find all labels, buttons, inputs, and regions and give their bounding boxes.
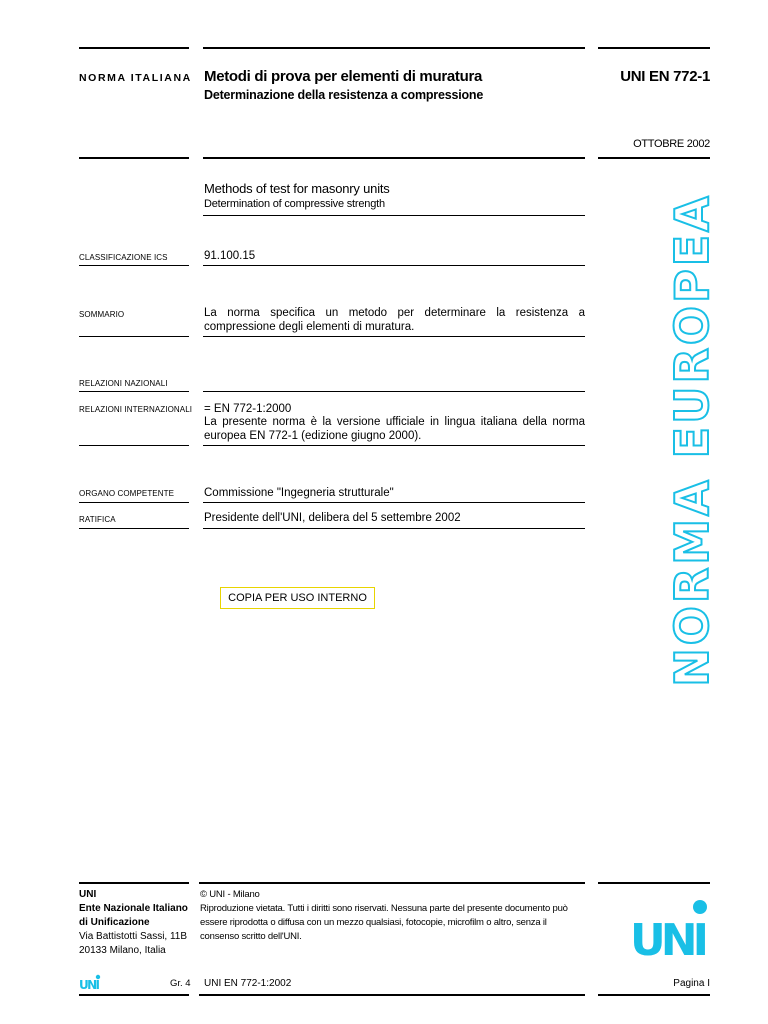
publication-date: OTTOBRE 2002 [633, 138, 710, 150]
top-rule-left [79, 47, 189, 49]
classificazione-label: CLASSIFICAZIONE ICS [79, 253, 168, 262]
relazioni-nazionali-rule-left [79, 391, 189, 392]
header-rule-right [598, 157, 710, 159]
relazioni-internazionali-label: RELAZIONI INTERNAZIONALI [79, 405, 193, 414]
uni-logo-text: UNI [630, 915, 706, 956]
uni-logo-dot [693, 900, 707, 914]
footer-bottom-rule-right [598, 994, 710, 996]
footer-org-full-name-2: di Unificazione [79, 917, 150, 928]
footer-copyright: © UNI - Milano [200, 889, 260, 900]
header-rule-left [79, 157, 189, 159]
internal-use-stamp: COPIA PER USO INTERNO [220, 587, 375, 609]
classificazione-rule-left [79, 265, 189, 266]
relazioni-internazionali-rule-center [203, 445, 585, 446]
footer-org-block [79, 888, 188, 958]
uni-logo-small-text: UNI [79, 978, 99, 990]
relazioni-nazionali-rule-center [203, 391, 585, 392]
footer-bottom-rule-center [199, 994, 585, 996]
relazioni-nazionali-label: RELAZIONI NAZIONALI [79, 379, 168, 388]
english-title-rule [203, 215, 585, 216]
english-subtitle: Determination of compressive strength [204, 198, 385, 210]
relazioni-internazionali-text: La presente norma è la versione ufficiale in lingua italiana della norma europea EN 772-1 (edizione giugno 2000). [204, 416, 585, 442]
footer-rights-block [200, 888, 586, 944]
uni-logo-small [79, 974, 101, 990]
footer-org-full-name-1: Ente Nazionale Italiano [79, 903, 188, 914]
footer-address-city: 20133 Milano, Italia [79, 945, 166, 956]
ratifica-value: Presidente dell'UNI, delibera del 5 settembre 2002 [204, 512, 461, 524]
ratifica-rule-left [79, 528, 189, 529]
footer-address-street: Via Battistotti Sassi, 11B [79, 931, 188, 942]
standard-code: UNI EN 772-1 [620, 68, 710, 85]
relazioni-internazionali-equivalence: = EN 772-1:2000 [204, 403, 292, 415]
footer-rights-text: Riproduzione vietata. Tutti i diritti sono riservati. Nessuna parte del presente documento può essere riprodotta o diffusa con un mezzo qualsiasi, fotocopie, microfilm o altro, senza il consenso scritto dell'UNI. [200, 903, 568, 942]
sommario-value: La norma specifica un metodo per determinare la resistenza a compressione degli elementi di muratura. [204, 307, 585, 333]
norma-italiana-label: NORMA ITALIANA [79, 72, 192, 84]
classificazione-value: 91.100.15 [204, 250, 256, 262]
footer-rule-right [598, 882, 710, 884]
page-subtitle: Determinazione della resistenza a compressione [204, 88, 484, 102]
ratifica-rule-center [203, 528, 585, 529]
footer-rule-center [199, 882, 585, 884]
sommario-rule-left [79, 336, 189, 337]
footer-org-name: UNI [79, 889, 97, 900]
footer-rule-left [79, 882, 189, 884]
relazioni-internazionali-rule-left [79, 445, 189, 446]
ratifica-label: RATIFICA [79, 515, 116, 524]
organo-competente-rule-left [79, 502, 189, 503]
norma-europea-side-title: NORMA EUROPEA [665, 193, 719, 687]
page-title: Metodi di prova per elementi di muratura [204, 68, 483, 85]
organo-competente-rule-center [203, 502, 585, 503]
footer-group: Gr. 4 [170, 978, 191, 989]
footer-doc-code: UNI EN 772-1:2002 [204, 978, 292, 989]
organo-competente-value: Commissione "Ingegneria strutturale" [204, 487, 394, 499]
uni-logo [630, 898, 710, 956]
header-rule-center [203, 157, 585, 159]
english-title: Methods of test for masonry units [204, 181, 390, 196]
footer-bottom-rule-left [79, 994, 189, 996]
sommario-rule-center [203, 336, 585, 337]
top-rule-right [598, 47, 710, 49]
top-rule-center [203, 47, 585, 49]
footer-page-number: Pagina I [673, 978, 710, 989]
sommario-label: SOMMARIO [79, 310, 125, 319]
classificazione-rule-center [203, 265, 585, 266]
organo-competente-label: ORGANO COMPETENTE [79, 489, 175, 498]
